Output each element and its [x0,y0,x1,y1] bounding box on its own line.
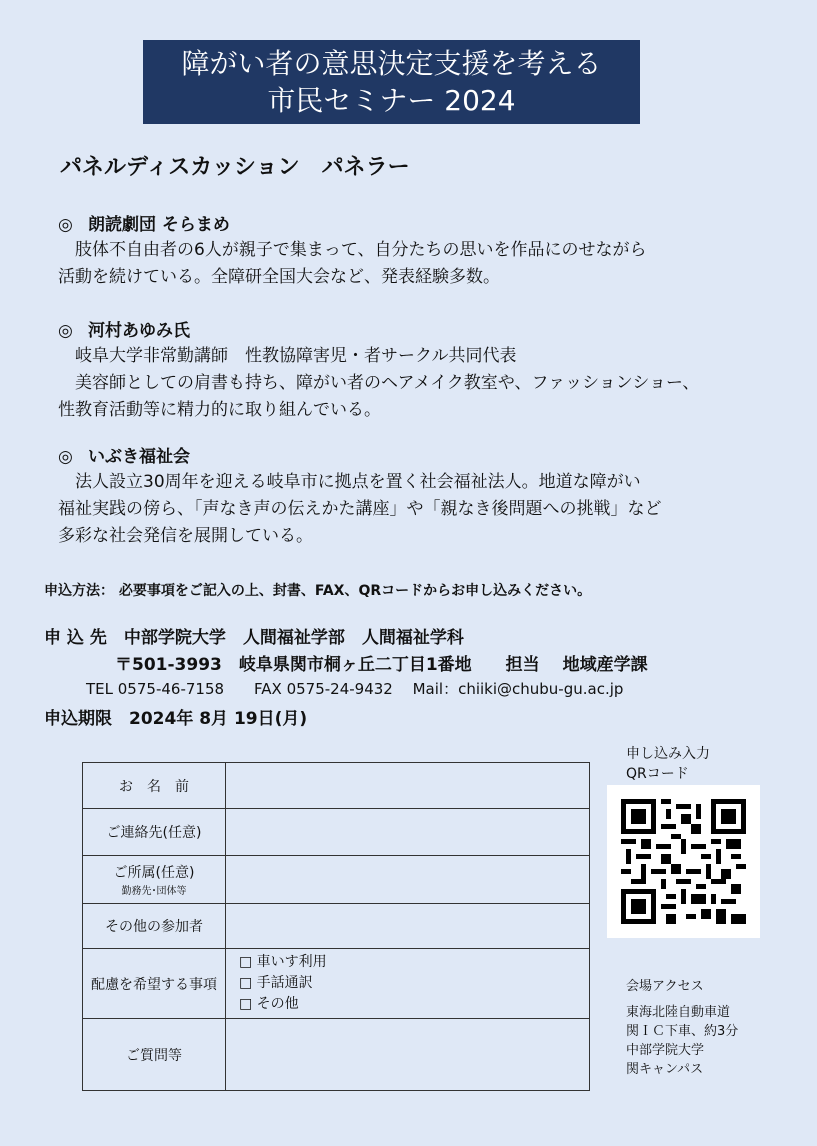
access-title: 会場アクセス [626,979,704,994]
panelist-name: 朗読劇団 そらまめ [88,215,230,235]
title-line1: 障がい者の意思決定支援を考える [181,47,602,80]
panelist-desc: 活動を続けている。全障研全国大会など、発表経験多数。 [58,267,500,287]
panelist-desc: 岐阜大学非常勤講師 性教協障害児・者サークル共同代表 [75,346,517,366]
affiliation-field[interactable] [226,856,590,904]
contact-label: ご連絡先(任意) [83,809,226,856]
qr-code[interactable] [607,785,760,938]
title-line2: 市民セミナー 2024 [267,84,516,117]
qr-label [626,744,710,784]
contact-field[interactable] [226,809,590,856]
access-info [626,1003,738,1079]
application-form [82,762,590,1091]
panelist-desc: 肢体不自由者の6人が親子で集まって、自分たちの思いを作品にのせながら [75,240,647,260]
qr-label-line1: 申し込み入力 [626,746,710,762]
access-line: 中部学院大学 [626,1043,705,1058]
consideration-field[interactable] [226,949,590,1019]
panelist-section [58,442,778,550]
bullet-mark-icon: ◎ [58,215,73,235]
panelist-name: いぶき福祉会 [88,447,190,467]
option-wheelchair[interactable]: □ 車いす利用 [239,954,327,970]
consideration-label: 配慮を希望する事項 [83,949,226,1019]
affiliation-main-label: ご所属(任意) [113,865,195,881]
apply-method: 申込方法： 必要事項をご記入の上、封書、FAX、QRコードからお申し込みください。 [44,583,592,599]
option-sign-language[interactable]: □ 手話通訳 [239,975,313,991]
panelist-desc: 福祉実践の傍ら、「声なき声の伝えかた講座」や「親なき後問題への挑戦」など [58,499,662,519]
access-line: 関キャンパス [626,1062,704,1077]
panelist-desc: 美容師としての肩書も持ち、障がい者のヘアメイク教室や、ファッションショー、 [75,373,700,393]
questions-field[interactable] [226,1019,590,1091]
title-banner [143,40,640,124]
others-label: その他の参加者 [83,904,226,949]
access-line: 東海北陸自動車道 [626,1005,731,1020]
access-line: 関ＩＣ下車、約3分 [626,1024,739,1039]
panelist-name: 河村あゆみ氏 [88,321,190,341]
panelist-desc: 性教育活動等に精力的に取り組んでいる。 [58,400,381,420]
contact-org: 申 込 先 中部学院大学 人間福祉学部 人間福祉学科 [44,628,464,648]
name-label: お 名 前 [83,763,226,809]
affiliation-label [83,856,226,904]
affiliation-sub-label: 勤務先･団体等 [121,886,187,897]
deadline: 申込期限 2024年 8月 19日(月) [44,709,308,729]
bullet-mark-icon: ◎ [58,447,73,467]
contact-tel-fax-mail[interactable]: TEL 0575-46-7158 FAX 0575-24-9432 Mail：chiiki@chubu-gu.ac.jp [86,680,624,698]
name-field[interactable] [226,763,590,809]
panelist-section [58,316,778,424]
contact-address: 〒501-3993 岐阜県関市桐ヶ丘二丁目1番地 担当 地域産学課 [115,655,648,675]
bullet-mark-icon: ◎ [58,321,73,341]
option-other[interactable]: □ その他 [239,996,299,1012]
panelist-desc: 法人設立30周年を迎える岐阜市に拠点を置く社会福祉法人。地道な障がい [75,472,641,492]
questions-label: ご質問等 [83,1019,226,1091]
panelist-desc: 多彩な社会発信を展開している。 [58,526,313,546]
panelist-section [58,210,778,291]
others-field[interactable] [226,904,590,949]
panel-heading: パネルディスカッション パネラー [60,155,410,180]
qr-code-icon [621,799,746,924]
qr-label-line2: QRコード [626,766,689,782]
